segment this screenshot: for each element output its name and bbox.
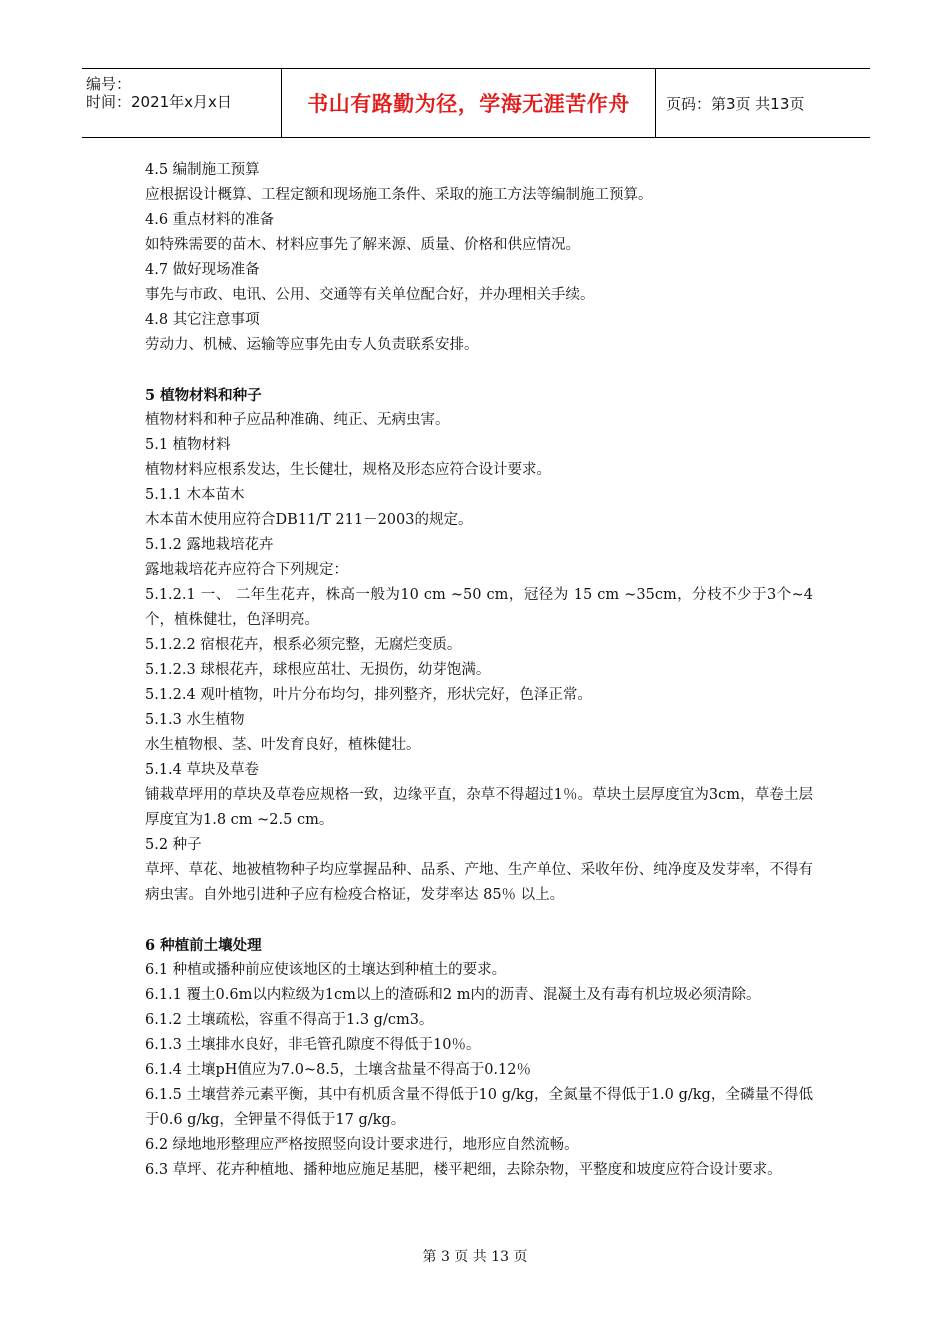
header-motto-cell	[282, 69, 656, 137]
paragraph: 5.1.2.1 一、 二年生花卉，株高一般为10 cm ~50 cm，冠径为 15 cm ~35cm，分枝不少于3个~4个，植株健壮，色泽明亮。	[145, 587, 813, 628]
paragraph: 劳动力、机械、运输等应事先由专人负责联系安排。	[145, 337, 479, 353]
paragraph: 5.1.2.2 宿根花卉，根系必须完整，无腐烂变质。	[145, 637, 462, 653]
section-heading: 5.1.4 草块及草卷	[145, 762, 260, 778]
paragraph: 6.1.3 土壤排水良好，非毛管孔隙度不得低于10％。	[145, 1037, 481, 1053]
paragraph: 铺栽草坪用的草块及草卷应规格一致，边缘平直，杂草不得超过1％。草块土层厚度宜为3cm，草卷土层厚度宜为1.8 cm ~2.5 cm。	[145, 787, 813, 828]
paragraph: 6.1 种植或播种前应使该地区的土壤达到种植土的要求。	[145, 962, 507, 978]
spacer	[145, 358, 813, 383]
paragraph: 植物材料应根系发达，生长健壮，规格及形态应符合设计要求。	[145, 462, 551, 478]
section-heading: 5.1.3 水生植物	[145, 712, 245, 728]
section-heading: 4.8 其它注意事项	[145, 312, 260, 328]
chapter-heading: 5 植物材料和种子	[145, 387, 262, 404]
paragraph: 6.1.5 土壤营养元素平衡，其中有机质含量不得低于10 g/kg，全氮量不得低于1.0 g/kg，全磷量不得低于0.6 g/kg，全钾量不得低于17 g/kg。	[145, 1087, 813, 1128]
paragraph: 5.1.2.3 球根花卉，球根应茁壮、无损伤，幼芽饱满。	[145, 662, 491, 678]
paragraph: 木本苗木使用应符合DB11/T 211－2003的规定。	[145, 512, 473, 528]
document-body	[145, 158, 813, 1183]
paragraph: 6.2 绿地地形整理应严格按照竖向设计要求进行，地形应自然流畅。	[145, 1137, 579, 1153]
paragraph: 6.3 草坪、花卉种植地、播种地应施足基肥，楼平耙细，去除杂物，平整度和坡度应符合设计要求。	[145, 1162, 782, 1178]
paragraph: 事先与市政、电讯、公用、交通等有关单位配合好，并办理相关手续。	[145, 287, 595, 303]
header-motto: 书山有路勤为径，学海无涯苦作舟	[307, 92, 630, 116]
section-heading: 4.7 做好现场准备	[145, 262, 260, 278]
doc-time-label: 时间：2021年x月x日	[86, 93, 232, 111]
paragraph: 6.1.1 覆土0.6m以内粒级为1cm以上的渣砾和2 m内的沥青、混凝土及有毒有机垃圾必须清除。	[145, 987, 761, 1003]
paragraph: 露地栽培花卉应符合下列规定：	[145, 562, 348, 578]
paragraph: 水生植物根、茎、叶发育良好，植株健壮。	[145, 737, 421, 753]
section-heading: 5.1.2 露地栽培花卉	[145, 537, 274, 553]
paragraph: 草坪、草花、地被植物种子均应掌握品种、品系、产地、生产单位、采收年份、纯净度及发芽率，不得有病虫害。自外地引进种子应有检疫合格证，发芽率达 85％ 以上。	[145, 862, 813, 903]
page-header	[82, 68, 870, 138]
paragraph: 6.1.2 土壤疏松，容重不得高于1.3 g/cm3。	[145, 1012, 434, 1028]
paragraph: 6.1.4 土壤pH值应为7.0~8.5，土壤含盐量不得高于0.12％	[145, 1062, 531, 1078]
section-heading: 4.5 编制施工预算	[145, 162, 260, 178]
paragraph: 植物材料和种子应品种准确、纯正、无病虫害。	[145, 412, 450, 428]
chapter-heading: 6 种植前土壤处理	[145, 937, 262, 954]
section-heading: 5.1.1 木本苗木	[145, 487, 245, 503]
header-page-label: 页码：第3页 共13页	[666, 94, 805, 113]
header-page-cell	[656, 69, 870, 137]
section-heading: 4.6 重点材料的准备	[145, 212, 275, 228]
section-heading: 5.2 种子	[145, 837, 202, 853]
section-heading: 5.1 植物材料	[145, 437, 231, 453]
spacer	[145, 908, 813, 933]
doc-code-label: 编号：	[86, 75, 132, 93]
paragraph: 如特殊需要的苗木、材料应事先了解来源、质量、价格和供应情况。	[145, 237, 580, 253]
page-footer: 第 3 页 共 13 页	[422, 1249, 528, 1265]
header-meta-cell	[82, 69, 282, 137]
paragraph: 应根据设计概算、工程定额和现场施工条件、采取的施工方法等编制施工预算。	[145, 187, 653, 203]
paragraph: 5.1.2.4 观叶植物，叶片分布均匀，排列整齐，形状完好，色泽正常。	[145, 687, 592, 703]
